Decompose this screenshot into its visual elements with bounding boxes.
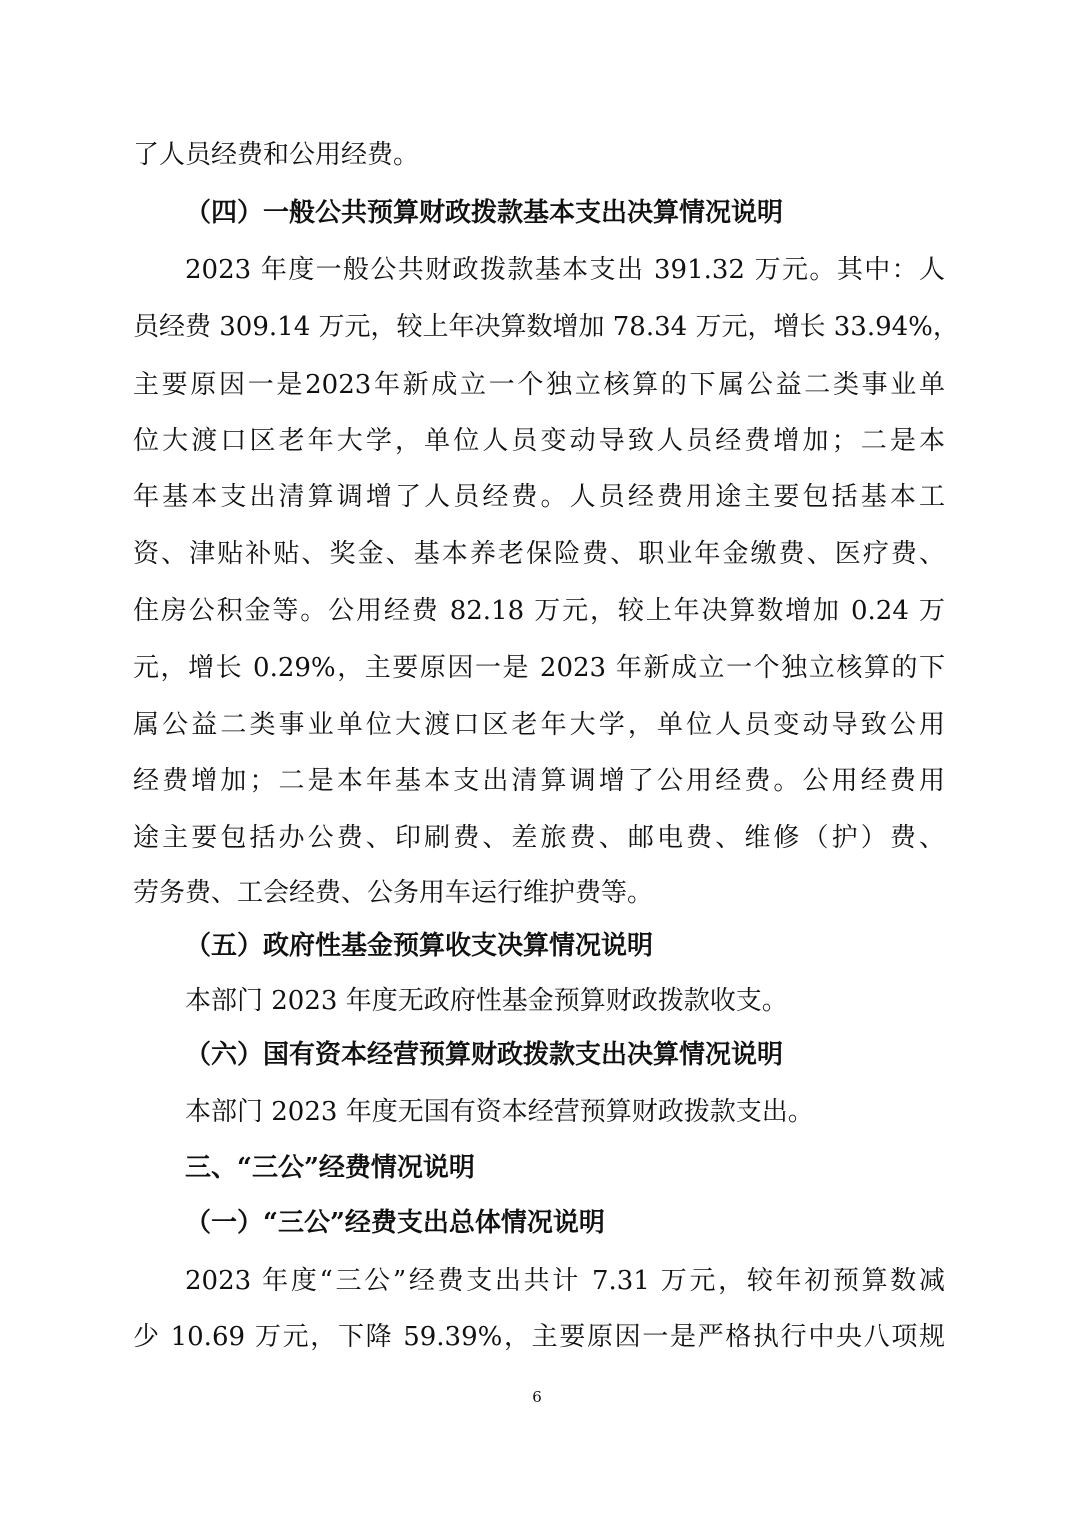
paragraph-line: 元，增长 0.29%，主要原因一是 2023 年新成立一个独立核算的下 bbox=[133, 653, 945, 683]
section-heading: （一）“三公”经费支出总体情况说明 bbox=[185, 1208, 605, 1238]
paragraph-line: 年基本支出清算调增了人员经费。人员经费用途主要包括基本工 bbox=[133, 482, 945, 512]
page-number: 6 bbox=[532, 1388, 542, 1406]
paragraph-line: 员经费 309.14 万元，较上年决算数增加 78.34 万元，增长 33.94%， bbox=[133, 312, 959, 342]
section-heading: （四）一般公共预算财政拨款基本支出决算情况说明 bbox=[185, 198, 784, 228]
paragraph-line: 经费增加；二是本年基本支出清算调增了公用经费。公用经费用 bbox=[133, 766, 945, 796]
paragraph-line: 了人员经费和公用经费。 bbox=[133, 140, 420, 170]
paragraph-line: 住房公积金等。公用经费 82.18 万元，较上年决算数增加 0.24 万 bbox=[133, 596, 945, 626]
section-heading: （六）国有资本经营预算财政拨款支出决算情况说明 bbox=[185, 1040, 784, 1070]
paragraph-line: 途主要包括办公费、印刷费、差旅费、邮电费、维修（护）费、 bbox=[133, 823, 945, 853]
paragraph-line: 属公益二类事业单位大渡口区老年大学，单位人员变动导致公用 bbox=[133, 710, 945, 740]
section-heading: 三、“三公”经费情况说明 bbox=[185, 1153, 475, 1183]
paragraph-line: 主要原因一是2023年新成立一个独立核算的下属公益二类事业单 bbox=[133, 370, 945, 400]
section-heading: （五）政府性基金预算收支决算情况说明 bbox=[185, 931, 654, 961]
paragraph-line: 少 10.69 万元，下降 59.39%，主要原因一是严格执行中央八项规 bbox=[133, 1322, 945, 1352]
paragraph-line: 2023 年度“三公”经费支出共计 7.31 万元，较年初预算数减 bbox=[185, 1266, 945, 1296]
paragraph-line: 劳务费、工会经费、公务用车运行维护费等。 bbox=[133, 878, 654, 908]
paragraph-line: 本部门 2023 年度无政府性基金预算财政拨款收支。 bbox=[185, 986, 788, 1016]
paragraph-line: 本部门 2023 年度无国有资本经营预算财政拨款支出。 bbox=[185, 1097, 814, 1127]
paragraph-line: 资、津贴补贴、奖金、基本养老保险费、职业年金缴费、医疗费、 bbox=[133, 539, 945, 569]
paragraph-line: 2023 年度一般公共财政拨款基本支出 391.32 万元。其中：人 bbox=[185, 255, 945, 285]
paragraph-line: 位大渡口区老年大学，单位人员变动导致人员经费增加；二是本 bbox=[133, 426, 945, 456]
